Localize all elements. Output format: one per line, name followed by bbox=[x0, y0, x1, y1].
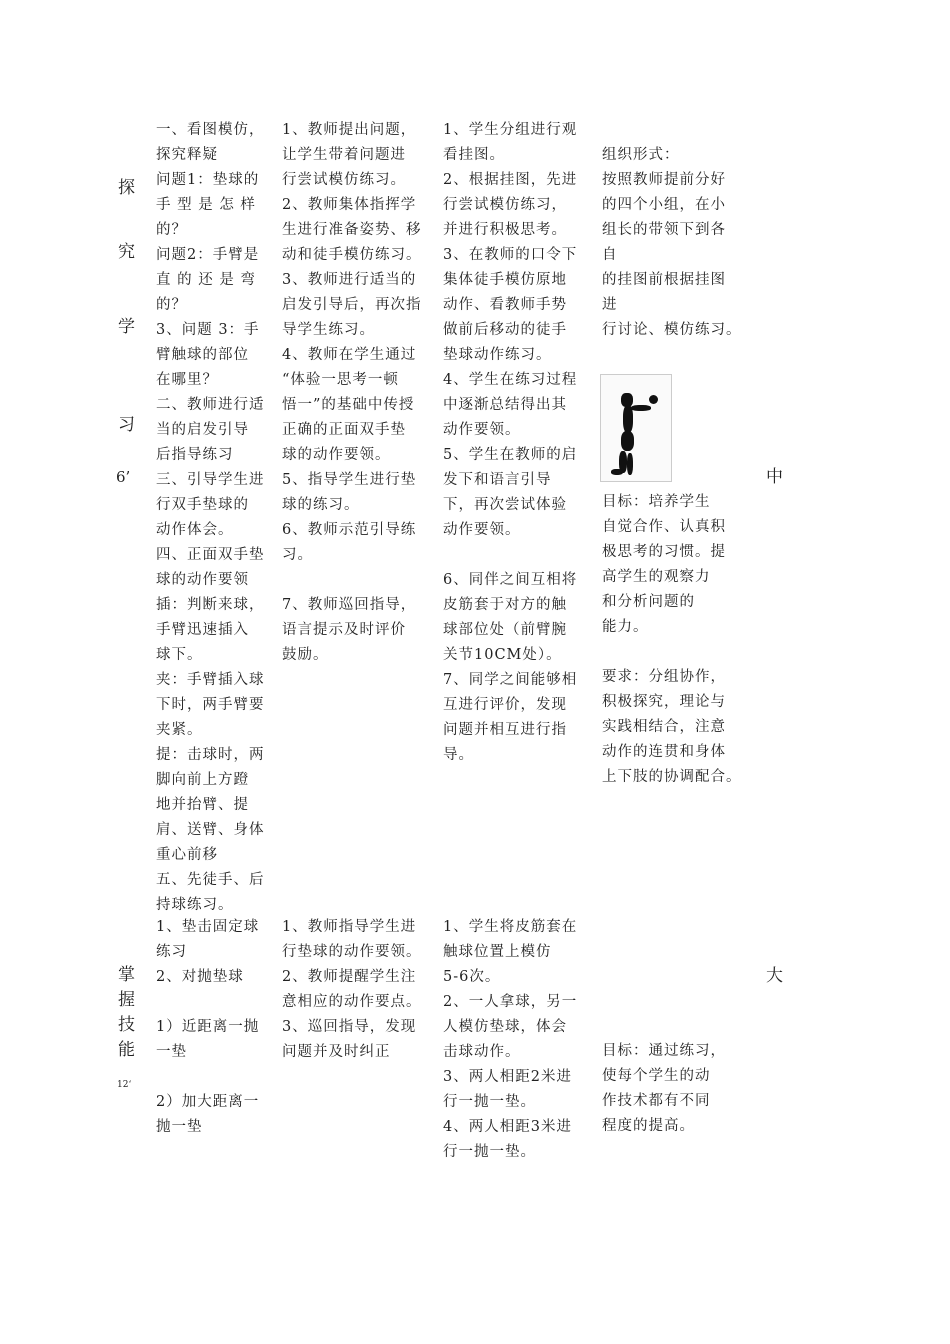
text-line: 动作体会。 bbox=[156, 522, 234, 538]
text-line: 4、学生在练习过程 bbox=[443, 372, 578, 388]
text-line: 导学生练习。 bbox=[282, 322, 375, 338]
text-line: 启发引导后，再次指 bbox=[282, 297, 422, 313]
text-line: 5、学生在教师的启 bbox=[443, 447, 578, 463]
section2-intensity: 大 bbox=[766, 966, 783, 986]
text-line: 的？ bbox=[156, 297, 187, 313]
text-line: 1、学生将皮筋套在 bbox=[443, 919, 578, 935]
text-line bbox=[156, 990, 259, 1015]
text-line: 抛一垫 bbox=[156, 1119, 203, 1135]
text-line: 动作、看教师手势 bbox=[443, 297, 567, 313]
text-line: 二、教师进行适 bbox=[156, 397, 265, 413]
text-line: 四、正面双手垫 bbox=[156, 547, 265, 563]
text-line: 5-6次。 bbox=[443, 969, 501, 985]
text-line: 7、同学之间能够相 bbox=[443, 672, 578, 688]
text-line: 动作要领。 bbox=[443, 522, 521, 538]
text-line: 目标：通过练习， bbox=[602, 1043, 726, 1059]
text-line: 6、同伴之间互相将 bbox=[443, 572, 578, 588]
text-line: 肩、送臂、身体 bbox=[156, 822, 265, 838]
text-line: 6、教师示范引导练 bbox=[282, 522, 417, 538]
section2-student-column bbox=[443, 915, 577, 1165]
text-line: 球的练习。 bbox=[282, 497, 360, 513]
section1-label-char: 学 bbox=[118, 317, 135, 337]
text-line: 2）加大距离一 bbox=[156, 1094, 260, 1110]
text-line: 关节10CM处）。 bbox=[443, 647, 562, 663]
section2-time: 12‘ bbox=[117, 1080, 132, 1090]
text-line: 球部位处（前臂腕 bbox=[443, 622, 567, 638]
text-line: 做前后移动的徒手 bbox=[443, 322, 567, 338]
section1-goal-column bbox=[602, 490, 742, 790]
section2-label-char: 技 bbox=[118, 1015, 135, 1035]
text-line: 3、教师进行适当的 bbox=[282, 272, 417, 288]
text-line: 进 bbox=[602, 297, 618, 313]
text-line: 2、教师集体指挥学 bbox=[282, 197, 417, 213]
text-line: 3、两人相距2米进 bbox=[443, 1069, 572, 1085]
text-line: 正确的正面双手垫 bbox=[282, 422, 406, 438]
text-line: 组织形式： bbox=[602, 147, 680, 163]
text-line: 4、教师在学生通过 bbox=[282, 347, 417, 363]
text-line: 集体徒手模仿原地 bbox=[443, 272, 567, 288]
text-line: 程度的提高。 bbox=[602, 1118, 695, 1134]
text-line: 行垫球的动作要领。 bbox=[282, 944, 422, 960]
text-line: 使每个学生的动 bbox=[602, 1068, 711, 1084]
text-line: 上下肢的协调配合。 bbox=[602, 769, 742, 785]
text-line: 行尝试模仿练习。 bbox=[282, 172, 406, 188]
text-line: 的？ bbox=[156, 222, 187, 238]
text-line: 脚向前上方蹬 bbox=[156, 772, 249, 788]
text-line: 2、根据挂图，先进 bbox=[443, 172, 578, 188]
section1-student-column bbox=[443, 118, 577, 768]
section2-goal-column bbox=[602, 1039, 726, 1139]
text-line: 自 bbox=[602, 247, 618, 263]
text-line: 悟一”的基础中传授 bbox=[282, 397, 415, 413]
section2-label-char: 能 bbox=[118, 1040, 135, 1060]
section1-label-char: 探 bbox=[118, 178, 135, 198]
text-line: 夹紧。 bbox=[156, 722, 203, 738]
text-line: 5、指导学生进行垫 bbox=[282, 472, 417, 488]
text-line bbox=[602, 640, 742, 665]
text-line: 人模仿垫球，体会 bbox=[443, 1019, 567, 1035]
text-line: 练习 bbox=[156, 944, 187, 960]
text-line: 极思考的习惯。提 bbox=[602, 544, 726, 560]
text-line: 目标：培养学生 bbox=[602, 494, 711, 510]
text-line: 看挂图。 bbox=[443, 147, 505, 163]
text-line: 皮筋套于对方的触 bbox=[443, 597, 567, 613]
text-line: 1、教师指导学生进 bbox=[282, 919, 417, 935]
text-line: 问题2：手臂是 bbox=[156, 247, 260, 263]
text-line: 3、巡回指导，发现 bbox=[282, 1019, 417, 1035]
text-line: 问题1：垫球的 bbox=[156, 172, 260, 188]
text-line: 三、引导学生进 bbox=[156, 472, 265, 488]
text-line: 下时，两手臂要 bbox=[156, 697, 265, 713]
text-line: 要求：分组协作， bbox=[602, 669, 726, 685]
text-line: 持球练习。 bbox=[156, 897, 234, 913]
text-line bbox=[282, 568, 422, 593]
text-line: 生进行准备姿势、移 bbox=[282, 222, 422, 238]
text-line: 的四个小组，在小 bbox=[602, 197, 726, 213]
text-line: 中逐渐总结得出其 bbox=[443, 397, 567, 413]
section2-label-char: 握 bbox=[118, 990, 135, 1010]
text-line: 7、教师巡回指导， bbox=[282, 597, 417, 613]
text-line: 发下和语言引导 bbox=[443, 472, 552, 488]
section1-organization-column bbox=[602, 143, 742, 343]
text-line: 积极探究，理论与 bbox=[602, 694, 726, 710]
text-line: 击球动作。 bbox=[443, 1044, 521, 1060]
text-line: 实践相结合，注意 bbox=[602, 719, 726, 735]
text-line: 导。 bbox=[443, 747, 474, 763]
text-line: 直 的 还 是 弯 bbox=[156, 272, 256, 288]
text-line: 的挂图前根据挂图 bbox=[602, 272, 726, 288]
text-line: 行双手垫球的 bbox=[156, 497, 249, 513]
text-line: 球的动作要领 bbox=[156, 572, 249, 588]
text-line: 按照教师提前分好 bbox=[602, 172, 726, 188]
text-line: 夹：手臂插入球 bbox=[156, 672, 265, 688]
text-line: 球的动作要领。 bbox=[282, 447, 391, 463]
text-line: “体验一思考一顿 bbox=[282, 372, 399, 388]
text-line: 地并抬臂、提 bbox=[156, 797, 249, 813]
text-line: 和分析问题的 bbox=[602, 594, 695, 610]
text-line: 意相应的动作要点。 bbox=[282, 994, 422, 1010]
section1-label-char: 究 bbox=[118, 242, 135, 262]
text-line: 手 型 是 怎 样 bbox=[156, 197, 256, 213]
text-line: 2、对抛垫球 bbox=[156, 969, 244, 985]
text-line: 问题并及时纠正 bbox=[282, 1044, 391, 1060]
text-line: 让学生带着问题进 bbox=[282, 147, 406, 163]
text-line: 互进行评价，发现 bbox=[443, 697, 567, 713]
text-line: 探究释疑 bbox=[156, 147, 218, 163]
volleyball-player-illustration bbox=[600, 374, 672, 482]
text-line: 2、一人拿球，另一 bbox=[443, 994, 578, 1010]
text-line: 能力。 bbox=[602, 619, 649, 635]
text-line: 1、垫击固定球 bbox=[156, 919, 260, 935]
section1-teacher-column bbox=[282, 118, 422, 668]
text-line: 组长的带领下到各 bbox=[602, 222, 726, 238]
text-line: 动作的连贯和身体 bbox=[602, 744, 726, 760]
section2-content-column bbox=[156, 915, 259, 1140]
text-line: 一、看图模仿， bbox=[156, 122, 265, 138]
text-line: 臂触球的部位 bbox=[156, 347, 249, 363]
text-line: 五、先徒手、后 bbox=[156, 872, 265, 888]
text-line: 插：判断来球， bbox=[156, 597, 265, 613]
text-line bbox=[443, 543, 577, 568]
text-line: 下，再次尝试体验 bbox=[443, 497, 567, 513]
text-line: 行尝试模仿练习， bbox=[443, 197, 567, 213]
section1-intensity: 中 bbox=[766, 467, 783, 487]
section1-label-char: 习 bbox=[118, 415, 135, 435]
text-line: 作技术都有不同 bbox=[602, 1093, 711, 1109]
text-line: 4、两人相距3米进 bbox=[443, 1119, 572, 1135]
text-line: 自觉合作、认真积 bbox=[602, 519, 726, 535]
text-line: 1、教师提出问题， bbox=[282, 122, 417, 138]
text-line: 1）近距离一抛 bbox=[156, 1019, 260, 1035]
section2-label-char: 掌 bbox=[118, 965, 135, 985]
text-line: 一垫 bbox=[156, 1044, 187, 1060]
text-line: 动和徒手模仿练习。 bbox=[282, 247, 422, 263]
text-line: 当的启发引导 bbox=[156, 422, 249, 438]
text-line bbox=[156, 1065, 259, 1090]
text-line: 3、问题 3：手 bbox=[156, 322, 260, 338]
text-line: 2、教师提醒学生注 bbox=[282, 969, 417, 985]
text-line: 3、在教师的口令下 bbox=[443, 247, 578, 263]
text-line: 重心前移 bbox=[156, 847, 218, 863]
text-line: 鼓励。 bbox=[282, 647, 329, 663]
text-line: 动作要领。 bbox=[443, 422, 521, 438]
section1-content-column bbox=[156, 118, 265, 918]
text-line: 后指导练习 bbox=[156, 447, 234, 463]
text-line: 语言提示及时评价 bbox=[282, 622, 406, 638]
text-line: 手臂迅速插入 bbox=[156, 622, 249, 638]
text-line: 在哪里？ bbox=[156, 372, 218, 388]
text-line: 行一抛一垫。 bbox=[443, 1094, 536, 1110]
text-line: 1、学生分组进行观 bbox=[443, 122, 578, 138]
section1-time: 6’ bbox=[116, 468, 131, 486]
text-line: 垫球动作练习。 bbox=[443, 347, 552, 363]
text-line: 并进行积极思考。 bbox=[443, 222, 567, 238]
text-line: 高学生的观察力 bbox=[602, 569, 711, 585]
text-line: 触球位置上模仿 bbox=[443, 944, 552, 960]
text-line: 球下。 bbox=[156, 647, 203, 663]
text-line: 问题并相互进行指 bbox=[443, 722, 567, 738]
text-line: 行讨论、模仿练习。 bbox=[602, 322, 742, 338]
text-line: 行一抛一垫。 bbox=[443, 1144, 536, 1160]
text-line: 提：击球时，两 bbox=[156, 747, 265, 763]
text-line: 习。 bbox=[282, 547, 313, 563]
section2-teacher-column bbox=[282, 915, 422, 1065]
